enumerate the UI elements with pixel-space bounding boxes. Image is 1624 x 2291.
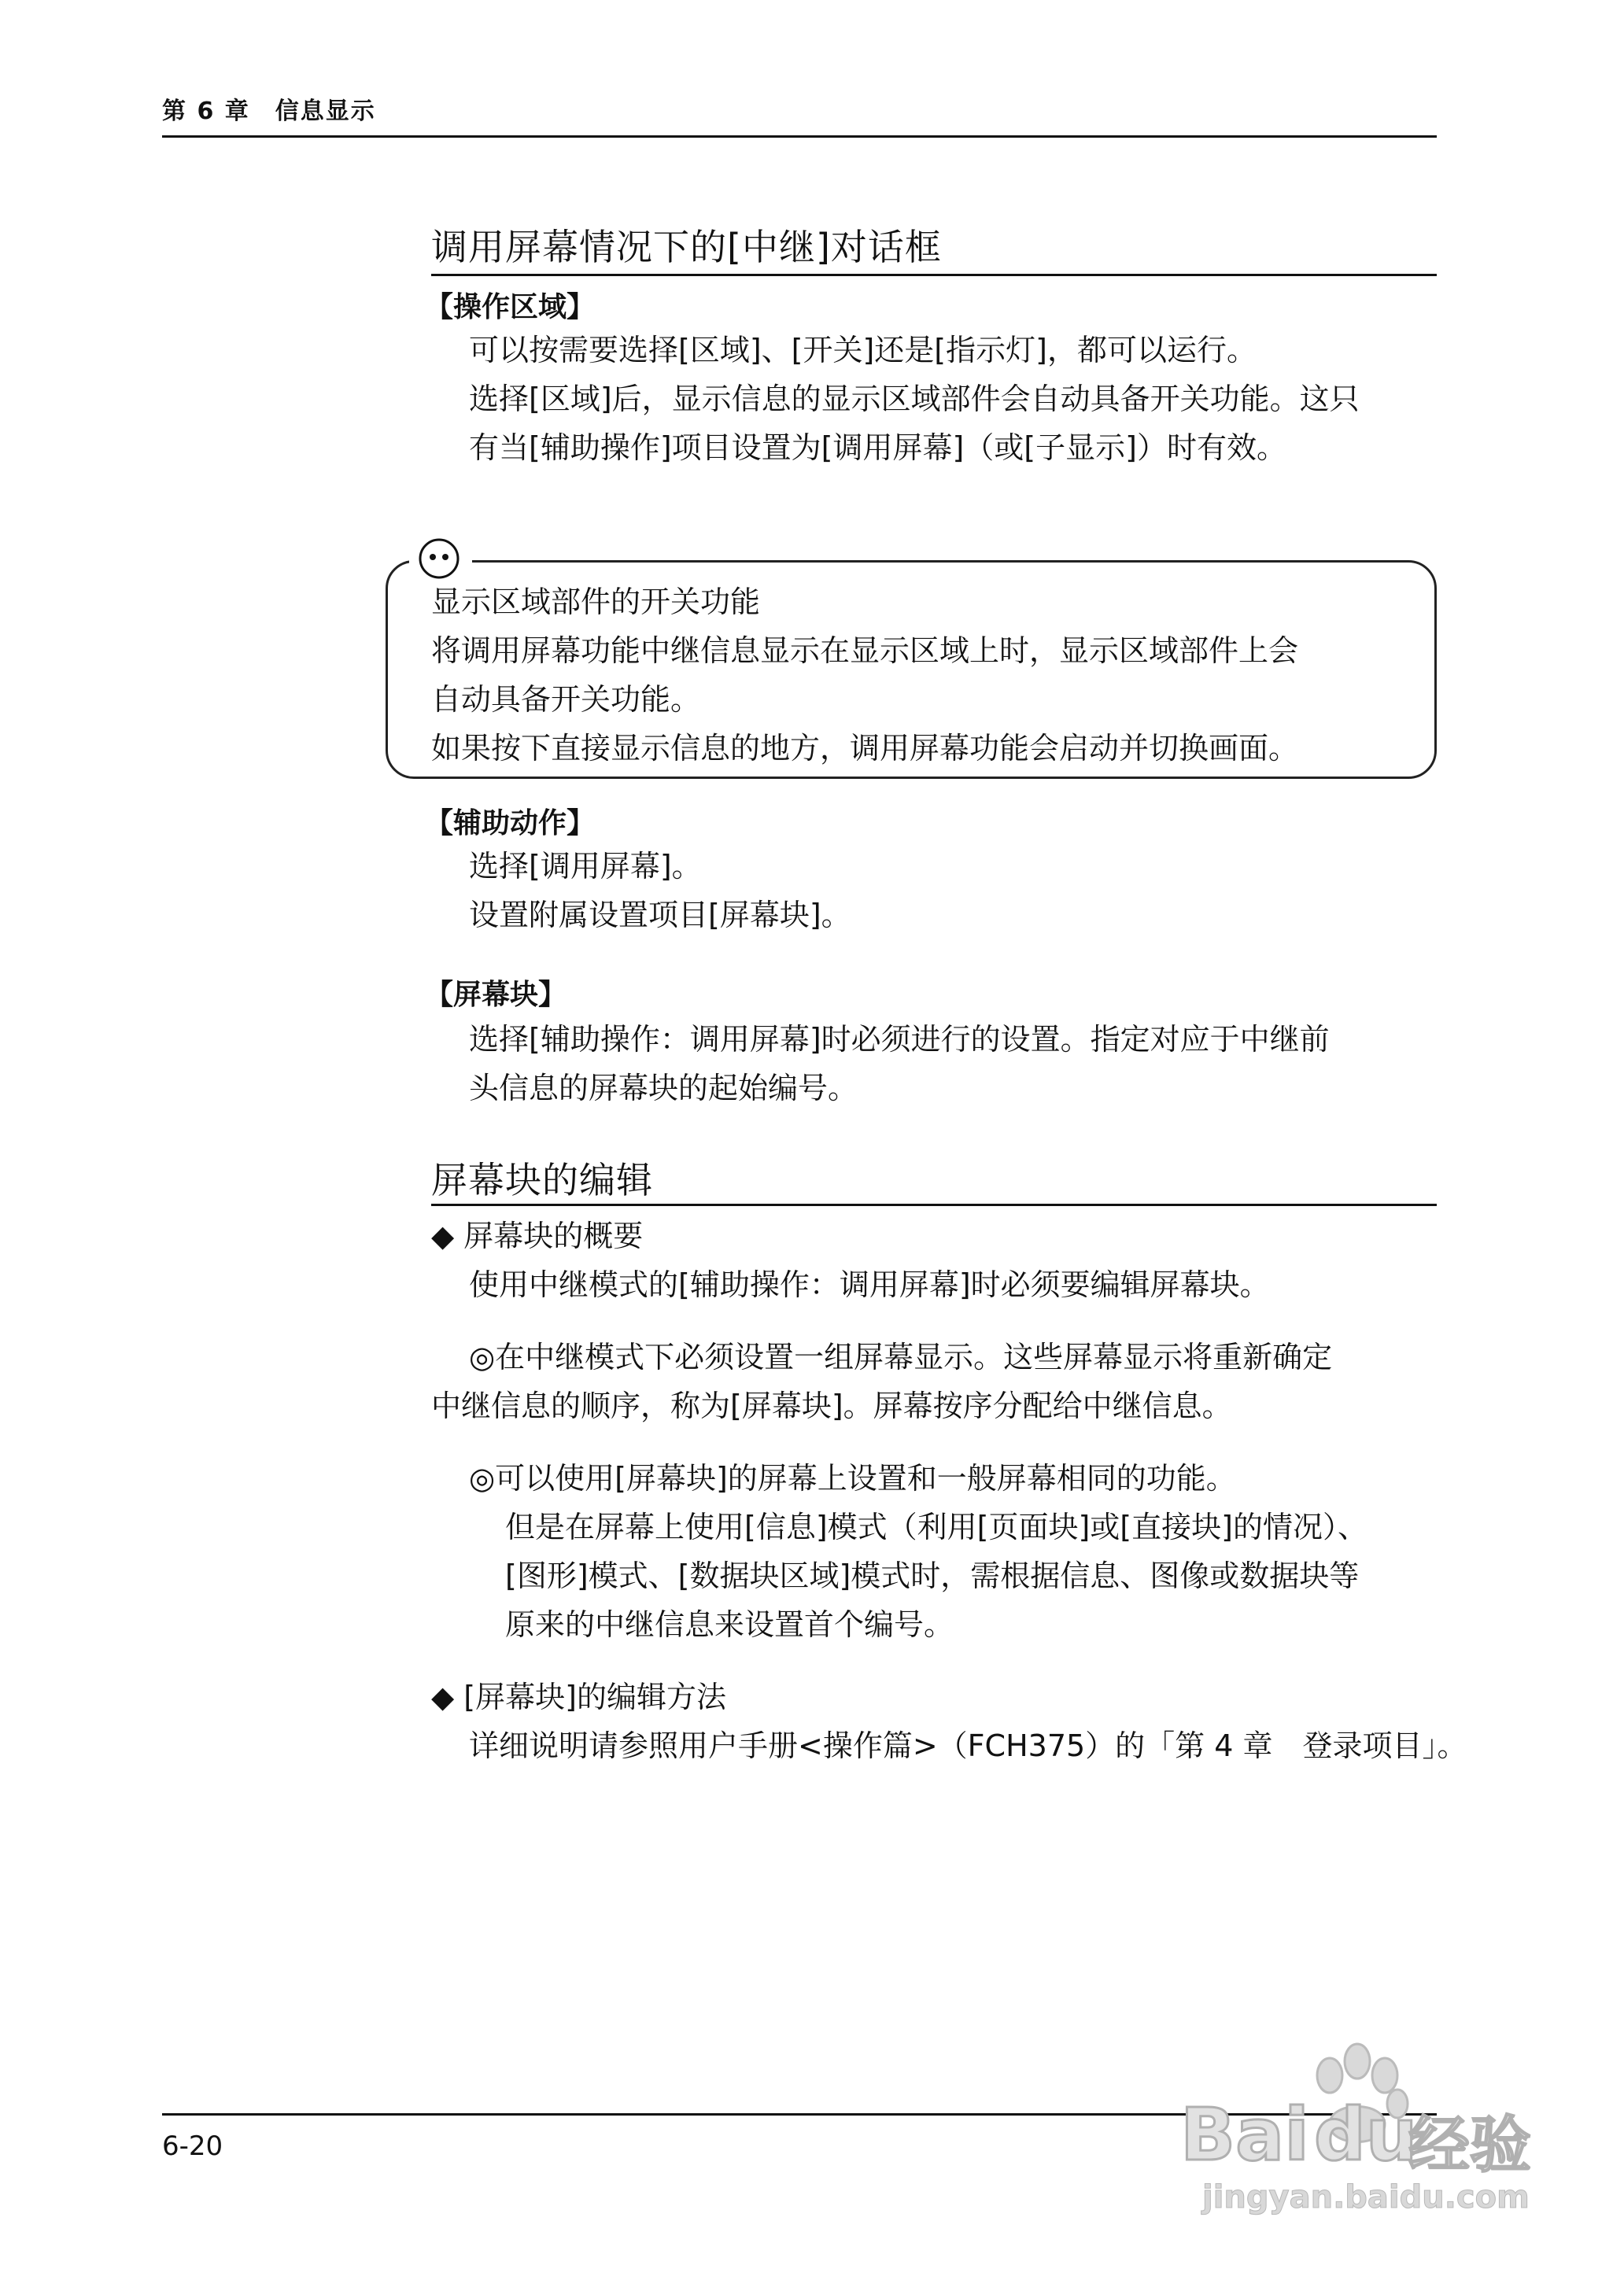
overview-heading: ◆ 屏幕块的概要: [431, 1219, 644, 1253]
header-rule: [162, 135, 1437, 138]
note-line-4: 如果按下直接显示信息的地方，调用屏幕功能会启动并切换画面。: [431, 731, 1299, 766]
aux-action-line-1: 选择[调用屏幕]。: [469, 849, 702, 884]
watermark-label: 经验: [1408, 2110, 1532, 2181]
para2-first: ◎可以使用[屏幕块]的屏幕上设置和一般屏幕相同的功能。: [469, 1461, 1236, 1496]
note-line-2: 将调用屏幕功能中继信息显示在显示区域上时，显示区域部件上会: [431, 633, 1299, 668]
section-title-screen-block-edit: 屏幕块的编辑: [431, 1159, 653, 1201]
para1-line-1: ◎在中继模式下必须设置一组屏幕显示。这些屏幕显示将重新确定: [469, 1340, 1333, 1374]
watermark-url: jingyan.baidu.com: [1202, 2179, 1530, 2215]
screen-block-heading: 【屏幕块】: [425, 979, 567, 1011]
edit-method-heading: ◆ [屏幕块]的编辑方法: [431, 1680, 726, 1714]
op-area-line-3: 有当[辅助操作]项目设置为[调用屏幕]（或[子显示]）时有效。: [469, 430, 1286, 465]
watermark-brand-du: du: [1314, 2093, 1418, 2177]
chapter-header: 第 6 章 信息显示: [162, 98, 376, 125]
para1-line-2: 中继信息的顺序，称为[屏幕块]。屏幕按序分配给中继信息。: [431, 1389, 1232, 1423]
para2-line-1: 但是在屏幕上使用[信息]模式（利用[页面块]或[直接块]的情况）、: [505, 1510, 1367, 1544]
screen-block-line-1: 选择[辅助操作：调用屏幕]时必须进行的设置。指定对应于中继前: [469, 1022, 1330, 1057]
edit-method-line: 详细说明请参照用户手册<操作篇>（FCH375）的「第 4 章 登录项目」。: [469, 1728, 1467, 1763]
baidu-watermark: [1180, 2038, 1532, 2215]
para2-line-3: 原来的中继信息来设置首个编号。: [505, 1607, 954, 1642]
op-area-heading: 【操作区域】: [425, 291, 596, 323]
watermark-brand: Bai: [1180, 2093, 1309, 2177]
section2-title-rule: [431, 1204, 1437, 1206]
screen-block-line-2: 头信息的屏幕块的起始编号。: [469, 1071, 858, 1105]
op-area-line-1: 可以按需要选择[区域]、[开关]还是[指示灯]，都可以运行。: [469, 333, 1257, 367]
page-number: 6-20: [162, 2131, 223, 2162]
section-title-relay-dialog: 调用屏幕情况下的[中继]对话框: [431, 226, 942, 268]
section-title-rule: [431, 274, 1437, 276]
para2-line-2: [图形]模式、[数据块区域]模式时，需根据信息、图像或数据块等: [505, 1559, 1360, 1593]
op-area-line-2: 选择[区域]后，显示信息的显示区域部件会自动具备开关功能。这只: [469, 382, 1360, 416]
aux-action-line-2: 设置附属设置项目[屏幕块]。: [469, 898, 851, 932]
smiley-icon: [417, 537, 461, 584]
aux-action-heading: 【辅助动作】: [425, 807, 596, 839]
note-line-3: 自动具备开关功能。: [431, 682, 701, 717]
note-line-1: 显示区域部件的开关功能: [431, 585, 761, 619]
overview-line: 使用中继模式的[辅助操作：调用屏幕]时必须要编辑屏幕块。: [469, 1267, 1270, 1302]
